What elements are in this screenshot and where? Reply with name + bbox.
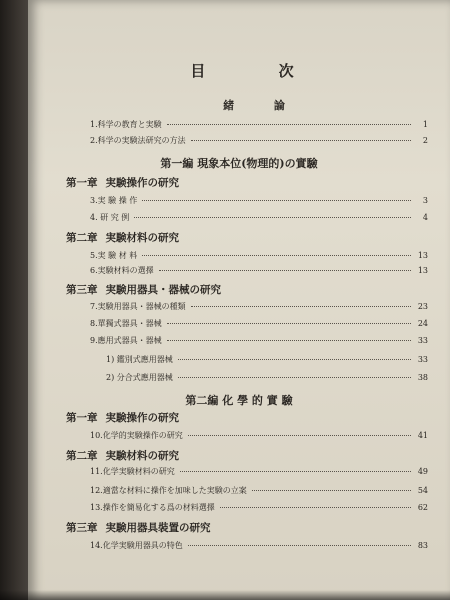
- toc-entry-page: 13: [417, 266, 428, 275]
- toc-entry-label: 14.化学実験用器具の特色: [90, 541, 183, 550]
- toc-entry: [90, 135, 428, 146]
- page-bottom-shadow: [0, 590, 450, 600]
- chapter-heading: [66, 410, 179, 425]
- toc-entry-label: 8.單獨式器具・器械: [90, 319, 162, 328]
- toc-entry-label: 11.化学実験材料の研究: [90, 467, 175, 476]
- toc-entry: [90, 540, 428, 551]
- toc-entry-page: 13: [417, 251, 428, 260]
- chapter-number: 第三章: [66, 284, 98, 296]
- toc-entry-label: 1) 鑑別式應用器械: [106, 355, 173, 364]
- introduction-heading: 緒 論: [223, 99, 303, 112]
- toc-entry: [90, 212, 428, 223]
- toc-entry-page: 54: [417, 486, 428, 495]
- chapter-number: 第三章: [66, 522, 98, 534]
- dot-leader: [142, 255, 411, 256]
- chapter-title: 実験材料の研究: [105, 232, 179, 244]
- toc-entry-page: 1: [422, 120, 428, 129]
- book-spine-shadow: [0, 0, 30, 600]
- toc-entry-page: 2: [422, 136, 428, 145]
- chapter-title: 実験材料の研究: [105, 450, 179, 462]
- chapter-title: 実験操作の研究: [105, 412, 179, 424]
- dot-leader: [178, 377, 411, 378]
- dot-leader: [191, 140, 411, 141]
- toc-entry-label: 2) 分合式應用器械: [106, 373, 173, 382]
- chapter-title: 実験用器具裝置の研究: [105, 522, 211, 534]
- toc-entry-label: 3.実 驗 操 作: [90, 196, 138, 205]
- dot-leader: [220, 507, 411, 508]
- toc-entry-label: 1.科学の教育と実験: [90, 120, 162, 129]
- toc-entry-page: 83: [417, 541, 428, 550]
- toc-entry-label: 6.実験材料の選擇: [90, 266, 154, 275]
- chapter-heading: [66, 230, 179, 245]
- dot-leader: [188, 435, 411, 436]
- toc-entry: [90, 318, 428, 329]
- toc-entry-label: 4. 研 究 例: [90, 213, 130, 222]
- dot-leader: [252, 490, 411, 491]
- chapter-title: 実験用器具・器械の研究: [105, 284, 221, 296]
- part-heading: 第二編 化 學 的 實 驗: [185, 394, 293, 407]
- chapter-number: 第一章: [66, 412, 98, 424]
- chapter-number: 第一章: [66, 177, 98, 189]
- dot-leader: [167, 124, 411, 125]
- dot-leader: [167, 340, 411, 341]
- toc-entry: [90, 119, 428, 130]
- toc-entry-label: 12.適當な材料に操作を加味した実験の立案: [90, 486, 247, 495]
- toc-entry-page: 3: [422, 196, 428, 205]
- toc-entry-page: 49: [417, 467, 428, 476]
- toc-entry: [90, 430, 428, 441]
- dot-leader: [191, 306, 411, 307]
- chapter-number: 第二章: [66, 232, 98, 244]
- toc-entry-page: 62: [417, 503, 428, 512]
- toc-entry-page: 24: [417, 319, 428, 328]
- chapter-heading: [66, 282, 221, 297]
- chapter-heading: [66, 448, 179, 463]
- chapter-number: 第二章: [66, 450, 98, 462]
- toc-subentry: [106, 372, 428, 383]
- toc-entry: [90, 301, 428, 312]
- toc-entry-label: 9.應用式器具・器械: [90, 336, 162, 345]
- toc-entry-page: 4: [422, 213, 428, 222]
- dot-leader: [188, 545, 411, 546]
- dot-leader: [142, 200, 411, 201]
- toc-entry-page: 38: [417, 373, 428, 382]
- toc-entry-page: 33: [417, 336, 428, 345]
- toc-entry-page: 23: [417, 302, 428, 311]
- toc-entry-label: 7.実験用器具・器械の種類: [90, 302, 186, 311]
- toc-entry-label: 13.操作を簡易化する爲の材料選擇: [90, 503, 215, 512]
- toc-entry: [90, 485, 428, 496]
- toc-page: [28, 0, 450, 600]
- chapter-heading: [66, 175, 179, 190]
- dot-leader: [159, 270, 411, 271]
- toc-entry: [90, 335, 428, 346]
- toc-entry: [90, 265, 428, 276]
- dot-leader: [180, 471, 411, 472]
- page-title: 目 次: [190, 62, 328, 80]
- dot-leader: [178, 359, 411, 360]
- chapter-title: 実験操作の研究: [105, 177, 179, 189]
- toc-entry-page: 33: [417, 355, 428, 364]
- toc-entry: [90, 466, 428, 477]
- chapter-heading: [66, 520, 211, 535]
- toc-entry-label: 2.科学の実験法研究の方法: [90, 136, 186, 145]
- dot-leader: [134, 217, 411, 218]
- toc-subentry: [106, 354, 428, 365]
- toc-entry-label: 10.化学的実験操作の研究: [90, 431, 183, 440]
- toc-entry-label: 5.実 驗 材 料: [90, 251, 138, 260]
- toc-entry: [90, 502, 428, 513]
- toc-entry: [90, 195, 428, 206]
- toc-entry-page: 41: [417, 431, 428, 440]
- part-heading: 第一編 現象本位(物理的)の實驗: [160, 157, 318, 170]
- dot-leader: [167, 323, 411, 324]
- toc-entry: [90, 250, 428, 261]
